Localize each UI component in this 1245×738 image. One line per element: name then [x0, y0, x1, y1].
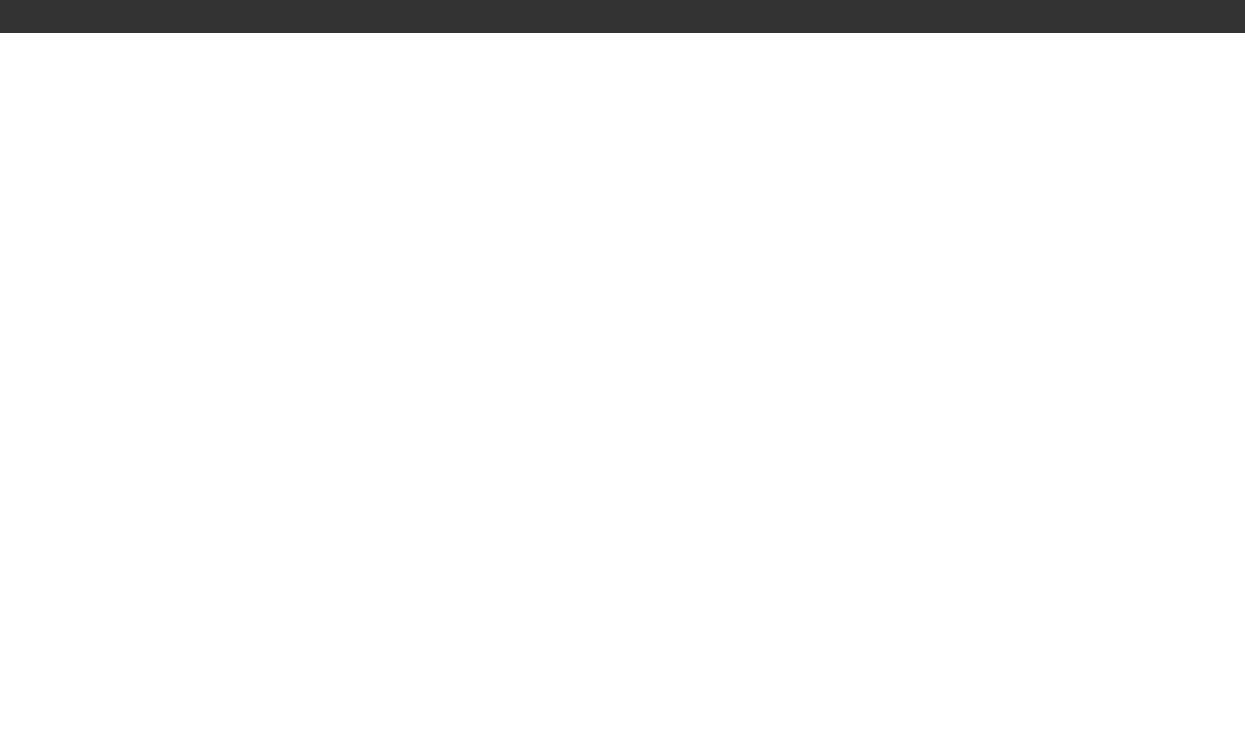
- column-header-english: [581, 0, 1031, 33]
- column-header-icon: [8, 0, 188, 33]
- table-header-bar: [0, 0, 1245, 33]
- column-header-french: [203, 0, 563, 33]
- column-header-shortcut: [1054, 0, 1234, 33]
